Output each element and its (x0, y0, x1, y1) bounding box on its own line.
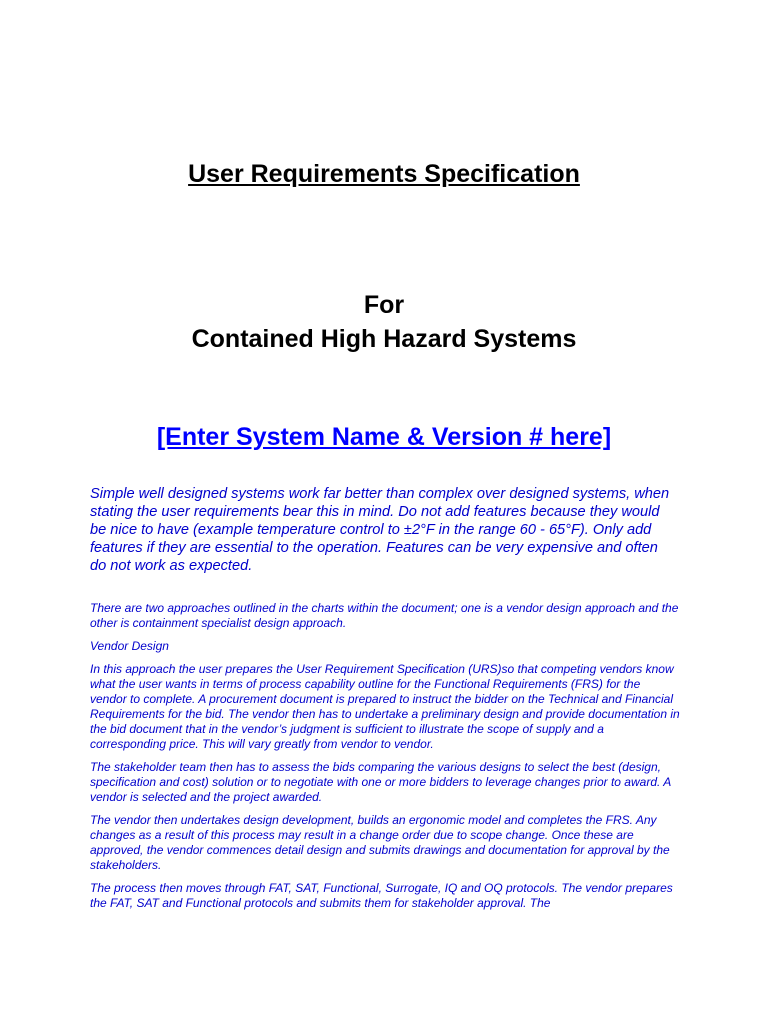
page-title: User Requirements Specification (188, 160, 580, 188)
for-label: For (363, 291, 405, 319)
vendor-design-heading: Vendor Design (90, 639, 169, 653)
system-name-placeholder: [Enter System Name & Version # here] (156, 423, 612, 451)
design-development-paragraph: The vendor then undertakes design development, builds an ergonomic model and completes the FRS. Any changes as a result of this process may result in a change order due to scope change. Once these are approved, the vendor commences detail design and submits drawings and documentation for approval by the stakeholders. (90, 813, 670, 872)
intro-paragraph: Simple well designed systems work far better than complex over designed systems, when stating the user requirements bear this in mind. Do not add features because they would be nice to have (example temperature control to ±2°F in the range 60 - 65°F). Only add features if they are essential to the operation. Features can be very expensive and often do not work as expected. (90, 486, 670, 574)
approaches-paragraph: There are two approaches outlined in the charts within the document; one is a vendor design approach and the other is containment specialist design approach. (90, 601, 679, 630)
stakeholder-paragraph: The stakeholder team then has to assess the bids comparing the various designs to select the best (design, specification and cost) solution or to negotiate with one or more bidders to leverage changes prior to award. A vendor is selected and the project awarded. (90, 760, 671, 804)
protocols-paragraph: The process then moves through FAT, SAT, Functional, Surrogate, IQ and OQ protocols. The vendor prepares the FAT, SAT and Functional protocols and submits them for stakeholder approval. The (90, 881, 673, 910)
vendor-approach-paragraph: In this approach the user prepares the User Requirement Specification (URS)so that competing vendors know what the user wants in terms of process capability outline for the Functional Requirements (FRS) for the vendor to complete. A procurement document is prepared to instruct the bidder on the Technical and Financial Requirements for the bid. The vendor then has to undertake a preliminary design and provide documentation in the bid document that in the vendor’s judgment is sufficient to illustrate the scope of supply and a corresponding price. This will vary greatly from vendor to vendor. (90, 662, 680, 751)
body-text (90, 601, 680, 919)
system-type-heading: Contained High Hazard Systems (191, 325, 577, 353)
